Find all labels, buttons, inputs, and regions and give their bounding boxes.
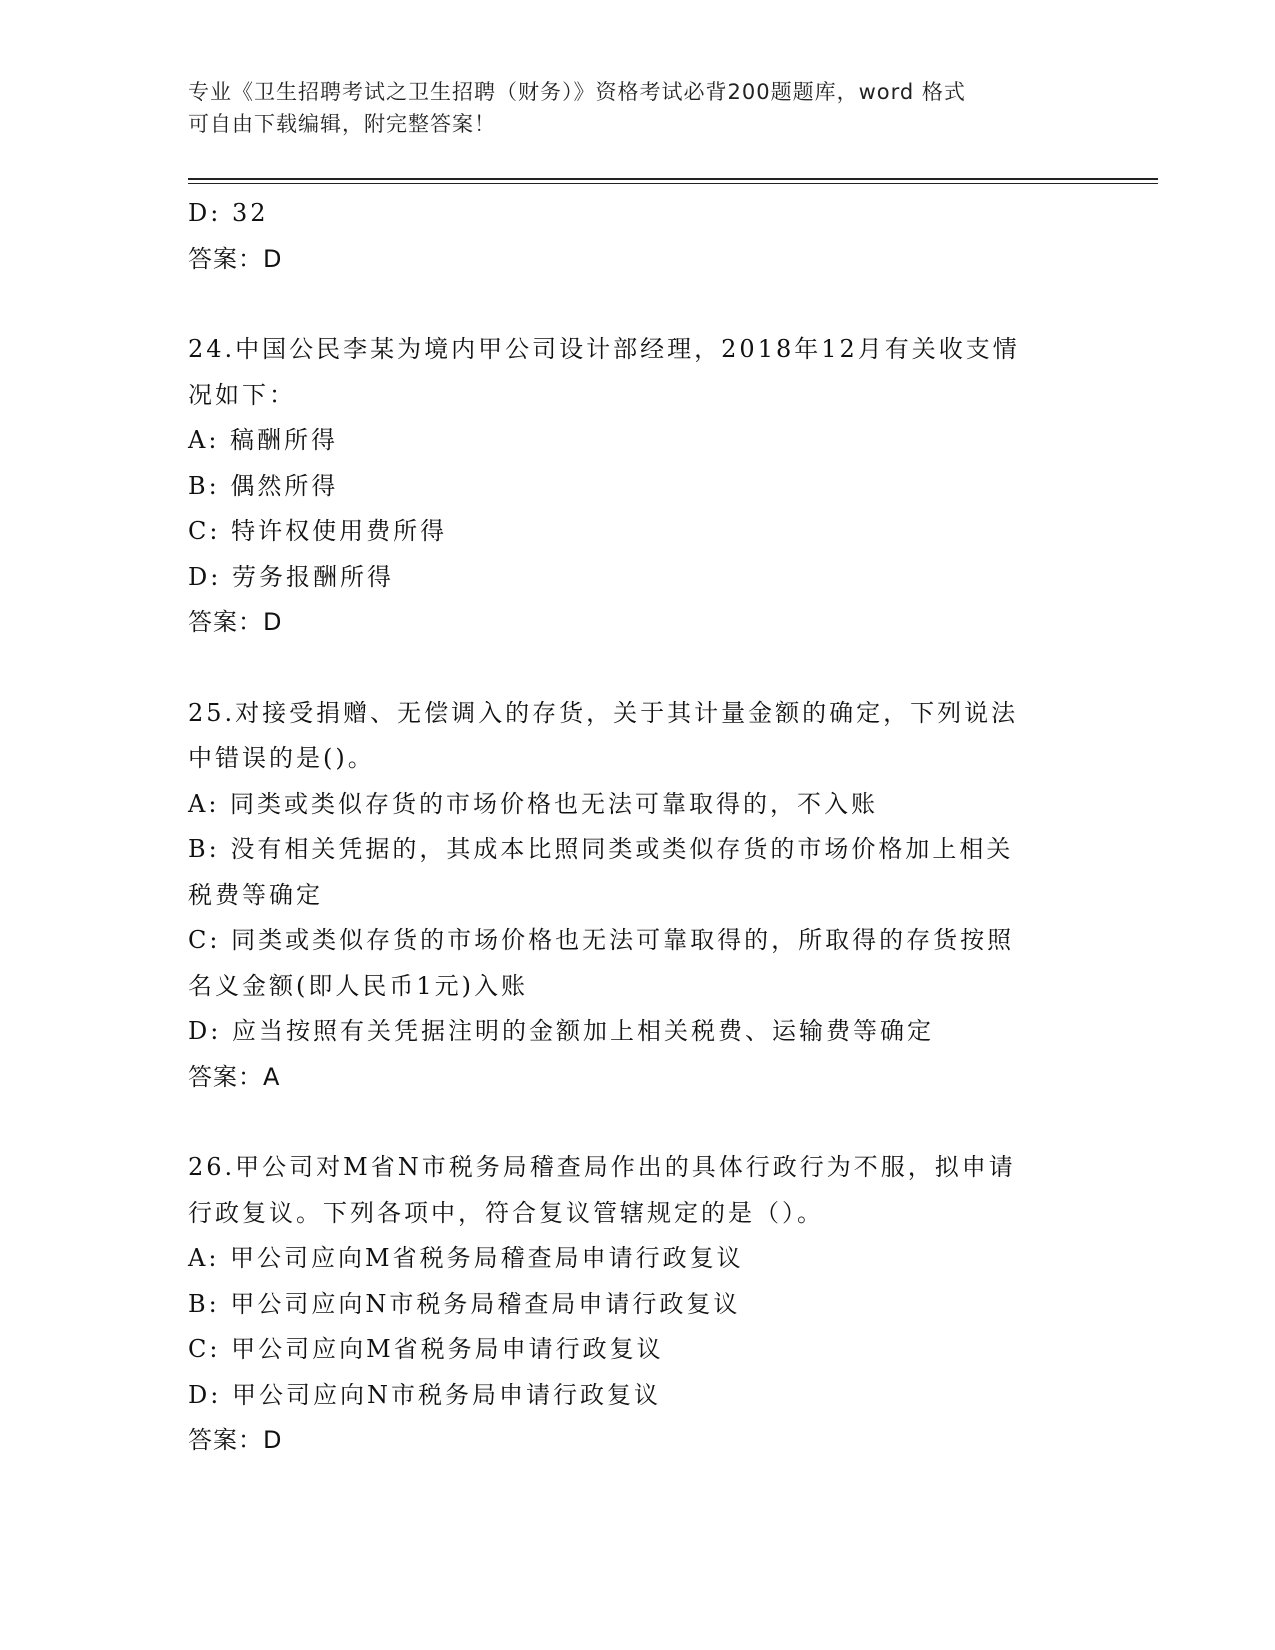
spacer [188,282,1088,327]
spacer [188,646,1088,691]
question-stem-line: 25.对接受捐赠、无偿调入的存货，关于其计量金额的确定，下列说法 [188,698,1019,727]
answer-line: 答案：D [188,1426,283,1454]
option-d: D: 32 [188,199,269,227]
question-26 [188,1145,1088,1464]
answer-line: 答案：A [188,1062,281,1091]
header-divider-thin [188,183,1158,184]
question-stem-line: 况如下： [188,380,296,409]
option-c-continued: 名义金额(即人民币1元)入账 [188,971,528,1000]
answer-line: 答案：D [188,608,283,636]
answer-line: 答案：D [188,244,283,273]
document-header [188,76,1068,140]
option-d: D: 应当按照有关凭据注明的金额加上相关税费、运输费等确定 [188,1017,934,1045]
option-a: A: 同类或类似存货的市场价格也无法可靠取得的，不入账 [188,789,879,818]
previous-question-tail [188,191,1088,282]
question-content [188,191,1088,1464]
question-stem-line: 26.甲公司对M省N市税务局稽查局作出的具体行政行为不服，拟申请 [188,1153,1016,1181]
question-stem-line: 24.中国公民李某为境内甲公司设计部经理，2018年12月有关收支情 [188,335,1020,363]
option-b: B: 偶然所得 [188,471,339,500]
spacer [188,1100,1088,1145]
header-line-1: 专业《卫生招聘考试之卫生招聘（财务）》资格考试必背200题题库，word 格式 [188,80,966,104]
option-a: A: 稿酬所得 [188,426,339,454]
option-c: C: 甲公司应向M省税务局申请行政复议 [188,1335,664,1363]
option-c: C: 同类或类似存货的市场价格也无法可靠取得的，所取得的存货按照 [188,926,1015,954]
option-a: A: 甲公司应向M省税务局稽查局申请行政复议 [188,1244,744,1272]
option-c: C: 特许权使用费所得 [188,517,448,545]
option-d: D: 甲公司应向N市税务局申请行政复议 [188,1380,661,1409]
option-d: D: 劳务报酬所得 [188,562,394,591]
header-line-2: 可自由下载编辑，附完整答案！ [188,112,496,136]
question-stem-line: 行政复议。下列各项中，符合复议管辖规定的是（）。 [188,1198,824,1227]
question-25 [188,691,1088,1101]
question-stem-line: 中错误的是()。 [188,744,375,772]
option-b: B: 甲公司应向N市税务局稽查局申请行政复议 [188,1289,741,1318]
option-b-continued: 税费等确定 [188,880,323,909]
header-divider-thick [188,178,1158,180]
question-24 [188,327,1088,646]
option-b: B: 没有相关凭据的，其成本比照同类或类似存货的市场价格加上相关 [188,835,1014,863]
